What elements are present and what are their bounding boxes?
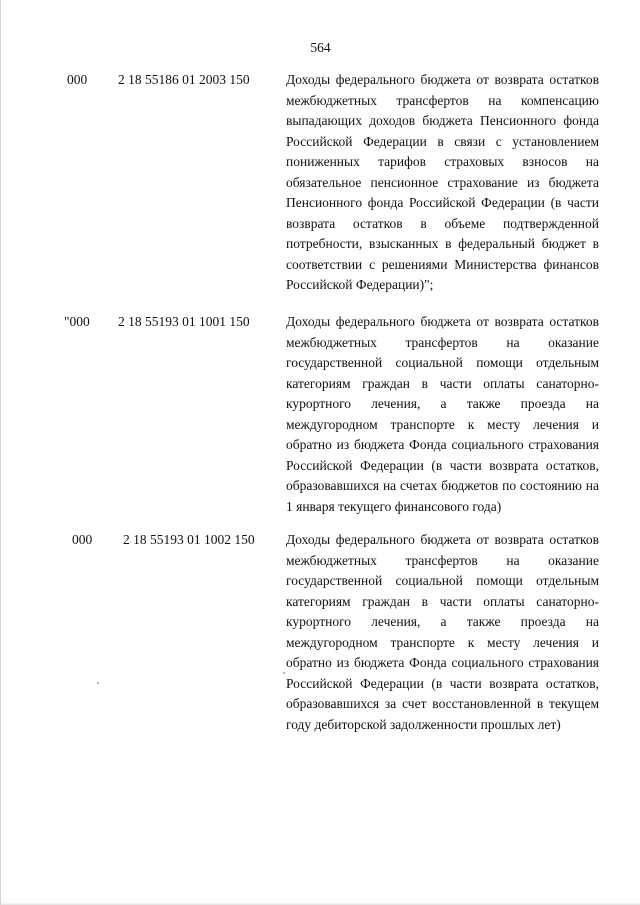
page-number: 564 bbox=[310, 40, 331, 55]
budget-classification-code: 2 18 55193 01 1001 150 bbox=[118, 314, 250, 329]
admin-code: 000 bbox=[72, 532, 93, 547]
admin-code: 000 bbox=[67, 72, 88, 87]
budget-classification-code: 2 18 55186 01 2003 150 bbox=[118, 72, 250, 87]
entry-description: Доходы федерального бюджета от возврата остатков межбюджетных трансфертов на оказание государственной социальной помощи отдельным категориям граждан в части оплаты санаторно-курортного лечения, а также проезда на междугородном транспорте к месту лечения и обратно из бюджета Фонда социального страхования Российской Федерации (в части возврата остатков, образовавшихся за счет восстановленной в текущем году дебиторской задолженности прошлых лет) bbox=[286, 532, 599, 732]
scan-speck bbox=[283, 672, 285, 674]
entry-description: Доходы федерального бюджета от возврата остатков межбюджетных трансфертов на компенсацию выпадающих доходов бюджета Пенсионного фонда Российской Федерации в связи с установлением пониженных тарифов страховых взносов на обязательное пенсионное страхование из бюджета Пенсионного фонда Российской Федерации (в части возврата остатков в объеме подтвержденной потребности, взысканных в федеральный бюджет в соответствии с решениями Министерства финансов Российской Федерации)"; bbox=[286, 72, 599, 292]
scan-speck bbox=[97, 682, 99, 684]
admin-code: "000 bbox=[64, 314, 90, 329]
entry-description: Доходы федерального бюджета от возврата остатков межбюджетных трансфертов на оказание государственной социальной помощи отдельным категориям граждан в части оплаты санаторно-курортного лечения, а также проезда на междугородном транспорте к месту лечения и обратно из бюджета Фонда социального страхования Российской Федерации (в части возврата остатков, образовавшихся на счетах бюджетов по состоянию на 1 января текущего финансового года) bbox=[286, 314, 599, 514]
budget-classification-code: 2 18 55193 01 1002 150 bbox=[123, 532, 255, 547]
